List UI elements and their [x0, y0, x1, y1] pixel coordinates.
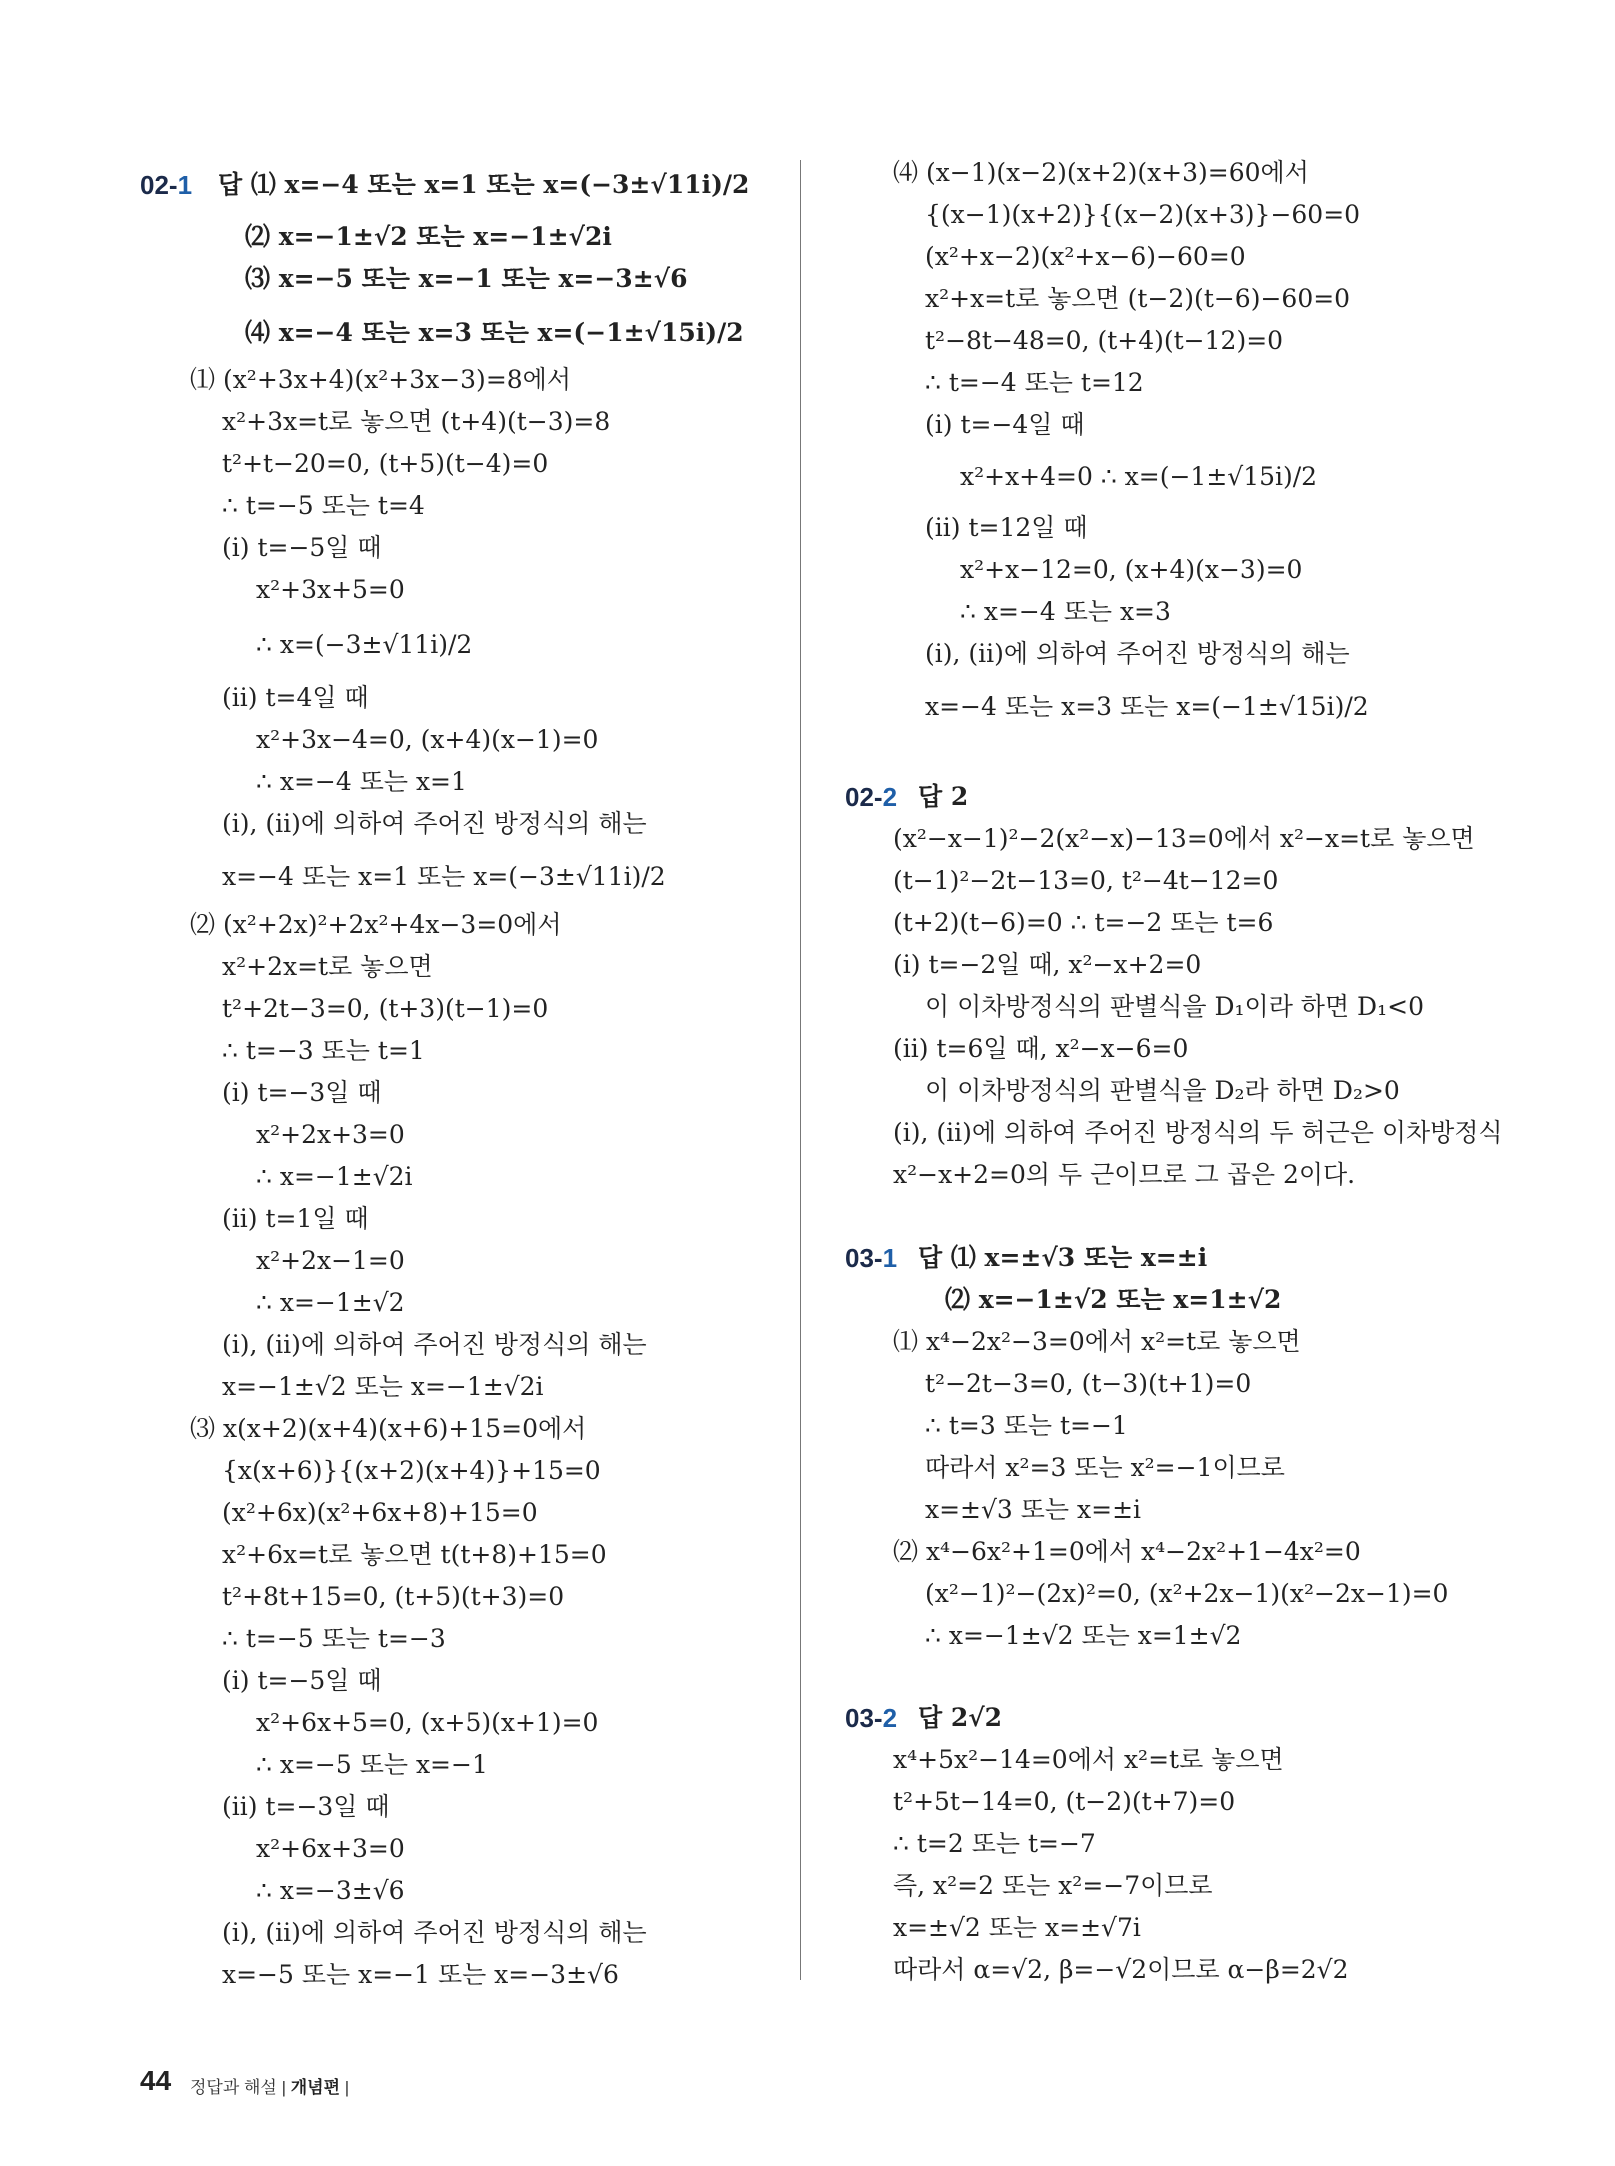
solution-line: x²+2x−1=0	[256, 1246, 405, 1275]
solution-line: (ⅱ) t=4일 때	[222, 683, 369, 712]
solution-line: 따라서 x²=3 또는 x²=−1이므로	[925, 1453, 1285, 1482]
solution-line: (ⅰ), (ⅱ)에 의하여 주어진 방정식의 두 허근은 이차방정식	[893, 1118, 1503, 1147]
solution-line: (ⅰ) t=−5일 때	[222, 1666, 382, 1695]
problem-label-03-1: 03-1	[845, 1243, 898, 1273]
solution-line: x=−1±√2 또는 x=−1±√2i	[222, 1372, 544, 1401]
solution-line: (ⅱ) t=12일 때	[925, 513, 1088, 542]
solution-line: x²+x+4=0 ∴ x=(−1±√15i)/2	[960, 462, 1318, 491]
solution-line: (ⅰ), (ⅱ)에 의하여 주어진 방정식의 해는	[925, 639, 1350, 668]
answer-line: ⑷ x=−4 또는 x=3 또는 x=(−1±√15i)/2	[245, 318, 744, 347]
solution-line: ∴ x=−5 또는 x=−1	[256, 1750, 488, 1779]
solution-line: ⑴ x⁴−2x²−3=0에서 x²=t로 놓으면	[893, 1327, 1301, 1356]
solution-line: ⑷ (x−1)(x−2)(x+2)(x+3)=60에서	[893, 158, 1309, 187]
solution-line: (ⅰ), (ⅱ)에 의하여 주어진 방정식의 해는	[222, 1330, 647, 1359]
solution-line: t²+5t−14=0, (t−2)(t+7)=0	[893, 1787, 1236, 1816]
solution-line: t²+2t−3=0, (t+3)(t−1)=0	[222, 994, 549, 1023]
solution-line: ∴ x=−3±√6	[256, 1876, 405, 1905]
solution-line: (x²−x−1)²−2(x²−x)−13=0에서 x²−x=t로 놓으면	[893, 824, 1475, 853]
solution-line: (ⅱ) t=1일 때	[222, 1204, 369, 1233]
solution-line: t²+8t+15=0, (t+5)(t+3)=0	[222, 1582, 565, 1611]
solution-line: ∴ t=−5 또는 t=4	[222, 491, 425, 520]
solution-line: x²+3x−4=0, (x+4)(x−1)=0	[256, 725, 599, 754]
solution-line: x²+6x=t로 놓으면 t(t+8)+15=0	[222, 1540, 607, 1569]
solution-line: (ⅰ), (ⅱ)에 의하여 주어진 방정식의 해는	[222, 809, 647, 838]
solution-line: ∴ x=−1±√2	[256, 1288, 405, 1317]
solution-line: x=±√2 또는 x=±√7i	[893, 1913, 1141, 1942]
page-number: 44	[140, 2065, 172, 2096]
solution-line: x=−4 또는 x=1 또는 x=(−3±√11i)/2	[222, 862, 666, 891]
solution-line: (ⅰ) t=−2일 때, x²−x+2=0	[893, 950, 1202, 979]
solution-line: ∴ x=(−3±√11i)/2	[256, 630, 473, 659]
solution-line: (x²+6x)(x²+6x+8)+15=0	[222, 1498, 538, 1527]
solution-line: (x²−1)²−(2x)²=0, (x²+2x−1)(x²−2x−1)=0	[925, 1579, 1449, 1608]
solution-line: x²+x−12=0, (x+4)(x−3)=0	[960, 555, 1303, 584]
solution-line: (x²+x−2)(x²+x−6)−60=0	[925, 242, 1246, 271]
solution-line: ∴ x=−1±√2i	[256, 1162, 413, 1191]
solution-line: ⑶ x(x+2)(x+4)(x+6)+15=0에서	[190, 1414, 587, 1443]
solution-line: (ⅰ), (ⅱ)에 의하여 주어진 방정식의 해는	[222, 1918, 647, 1947]
answer-line: ⑶ x=−5 또는 x=−1 또는 x=−3±√6	[245, 264, 688, 293]
solution-line: x²+3x=t로 놓으면 (t+4)(t−3)=8	[222, 407, 611, 436]
solution-line: x²+6x+3=0	[256, 1834, 405, 1863]
solution-line: t²−8t−48=0, (t+4)(t−12)=0	[925, 326, 1284, 355]
answer-line: ⑵ x=−1±√2 또는 x=1±√2	[945, 1285, 1282, 1314]
solution-line: ∴ x=−4 또는 x=3	[960, 597, 1171, 626]
solution-line: t²+t−20=0, (t+5)(t−4)=0	[222, 449, 549, 478]
answer-line: 답 ⑴ x=±√3 또는 x=±i	[918, 1243, 1208, 1272]
footer-book: 정답과 해설	[190, 2078, 277, 2097]
solution-line: x²+6x+5=0, (x+5)(x+1)=0	[256, 1708, 599, 1737]
solution-line: ∴ t=3 또는 t=−1	[925, 1411, 1128, 1440]
footer-section: 개념편	[290, 2078, 340, 2097]
solution-line: (ⅰ) t=−4일 때	[925, 410, 1085, 439]
solution-line: x²−x+2=0의 두 근이므로 그 곱은 2이다.	[893, 1160, 1356, 1189]
solution-line: t²−2t−3=0, (t−3)(t+1)=0	[925, 1369, 1252, 1398]
solution-line: x²+3x+5=0	[256, 575, 405, 604]
solution-line: {x(x+6)}{(x+2)(x+4)}+15=0	[222, 1456, 601, 1485]
solution-line: x²+2x+3=0	[256, 1120, 405, 1149]
solution-line: (t−1)²−2t−13=0, t²−4t−12=0	[893, 866, 1279, 895]
answer-line: ⑵ x=−1±√2 또는 x=−1±√2i	[245, 222, 612, 251]
solution-line: ⑴ (x²+3x+4)(x²+3x−3)=8에서	[190, 365, 571, 394]
solution-line: {(x−1)(x+2)}{(x−2)(x+3)}−60=0	[925, 200, 1361, 229]
footer-book-title	[190, 2073, 349, 2098]
problem-label-02-1: 02-1	[140, 170, 193, 200]
problem-label-02-2: 02-2	[845, 782, 898, 812]
footer-separator: |	[344, 2078, 350, 2097]
solution-line: ∴ t=−5 또는 t=−3	[222, 1624, 446, 1653]
solution-line: (ⅰ) t=−5일 때	[222, 533, 382, 562]
problem-label-03-2: 03-2	[845, 1703, 898, 1733]
solution-line: ∴ t=−3 또는 t=1	[222, 1036, 425, 1065]
solution-line: ∴ x=−4 또는 x=1	[256, 767, 467, 796]
solution-line: ∴ t=2 또는 t=−7	[893, 1829, 1096, 1858]
solution-line: (ⅱ) t=−3일 때	[222, 1792, 390, 1821]
solution-line: (ⅰ) t=−3일 때	[222, 1078, 382, 1107]
answer-line: 답 ⑴ x=−4 또는 x=1 또는 x=(−3±√11i)/2	[218, 170, 750, 199]
solution-line: 이 이차방정식의 판별식을 D₁이라 하면 D₁<0	[925, 992, 1424, 1021]
solution-line: x=±√3 또는 x=±i	[925, 1495, 1142, 1524]
solution-line: ∴ t=−4 또는 t=12	[925, 368, 1144, 397]
solution-line: 이 이차방정식의 판별식을 D₂라 하면 D₂>0	[925, 1076, 1400, 1105]
solution-line: x=−4 또는 x=3 또는 x=(−1±√15i)/2	[925, 692, 1369, 721]
solution-line: x=−5 또는 x=−1 또는 x=−3±√6	[222, 1960, 619, 1989]
footer-separator: |	[281, 2078, 291, 2097]
answer-line: 답 2	[918, 782, 969, 811]
solution-line: x²+x=t로 놓으면 (t−2)(t−6)−60=0	[925, 284, 1351, 313]
solution-line: ⑵ x⁴−6x²+1=0에서 x⁴−2x²+1−4x²=0	[893, 1537, 1361, 1566]
solution-line: ∴ x=−1±√2 또는 x=1±√2	[925, 1621, 1242, 1650]
solution-line: (t+2)(t−6)=0 ∴ t=−2 또는 t=6	[893, 908, 1274, 937]
column-divider	[800, 160, 801, 1980]
answer-line: 답 2√2	[918, 1703, 1003, 1732]
solution-line: (ⅱ) t=6일 때, x²−x−6=0	[893, 1034, 1189, 1063]
solution-line: x⁴+5x²−14=0에서 x²=t로 놓으면	[893, 1745, 1284, 1774]
solution-line: 따라서 α=√2, β=−√2이므로 α−β=2√2	[893, 1955, 1349, 1984]
solution-line: x²+2x=t로 놓으면	[222, 952, 433, 981]
solution-line: ⑵ (x²+2x)²+2x²+4x−3=0에서	[190, 910, 562, 939]
solution-line: 즉, x²=2 또는 x²=−7이므로	[893, 1871, 1213, 1900]
